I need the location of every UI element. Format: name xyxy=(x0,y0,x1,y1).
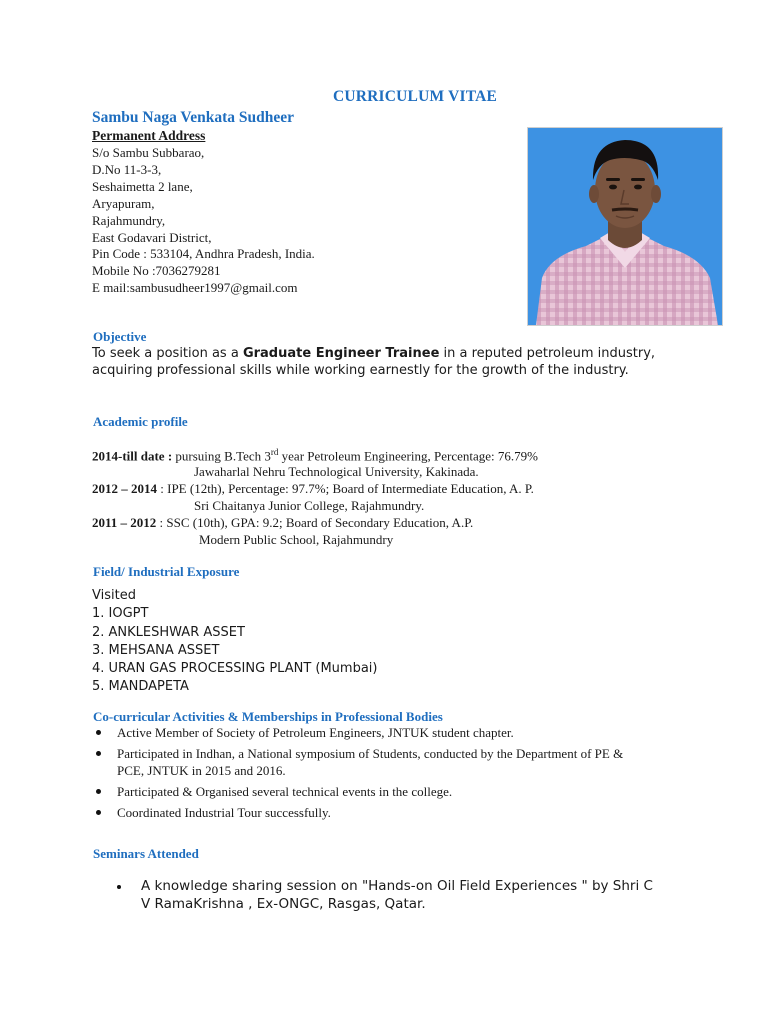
objective-heading: Objective xyxy=(93,329,147,344)
candidate-name: Sambu Naga Venkata Sudheer xyxy=(92,109,294,126)
list-item xyxy=(92,724,652,741)
list-item xyxy=(117,878,657,913)
list-item: 5. MANDAPETA xyxy=(92,679,189,695)
objective-text-end: in a reputed petroleum industry, acquiring professional skills while working earnestly for the growth of the industry. xyxy=(92,346,656,379)
address-line: Pin Code : 533104, Andhra Pradesh, India. xyxy=(92,246,315,262)
list-item xyxy=(92,783,652,800)
email-line: E mail:sambusudheer1997@gmail.com xyxy=(92,280,298,296)
mobile-line: Mobile No :7036279281 xyxy=(92,263,221,279)
activity-text: Participated & Organised several technical events in the college. xyxy=(117,784,453,799)
academic-entry xyxy=(92,515,473,531)
seminars-heading: Seminars Attended xyxy=(93,846,199,861)
activity-text: Coordinated Industrial Tour successfully. xyxy=(117,805,331,820)
list-item xyxy=(92,804,652,821)
document-title: CURRICULUM VITAE xyxy=(332,88,498,105)
list-item xyxy=(92,745,652,779)
bullet-icon xyxy=(96,751,101,756)
address-line: Aryapuram, xyxy=(92,195,155,211)
academic-institution: Modern Public School, Rajahmundry xyxy=(199,532,394,547)
bullet-icon xyxy=(96,810,101,815)
academic-detail-rest: year Petroleum Engineering, Percentage: 76.79% xyxy=(278,448,538,464)
address-line: Rajahmundry, xyxy=(92,212,166,228)
activity-text: Active Member of Society of Petroleum Engineers, JNTUK student chapter. xyxy=(117,725,514,740)
list-item: 2. ANKLESHWAR ASSET xyxy=(92,624,245,640)
address-line: D.No 11-3-3, xyxy=(92,161,162,177)
academic-institution: Sri Chaitanya Junior College, Rajahmundry. xyxy=(194,498,425,513)
academic-detail: : IPE (12th), Percentage: 97.7%; Board of Intermediate Education, A. P. xyxy=(157,481,534,496)
academic-superscript: rd xyxy=(270,447,279,457)
list-item: 3. MEHSANA ASSET xyxy=(92,642,220,658)
objective-text xyxy=(92,345,672,379)
field-intro: Visited xyxy=(92,588,136,603)
list-item: 1. IOGPT xyxy=(92,606,149,622)
seminar-text: A knowledge sharing session on "Hands-on Oil Field Experiences " by Shri C V RamaKrishna , Ex-ONGC, Rasgas, Qatar. xyxy=(141,878,653,912)
address-heading: Permanent Address xyxy=(92,128,206,143)
academic-period: 2011 – 2012 xyxy=(92,515,157,530)
academic-period: 2014-till date : xyxy=(92,448,173,464)
address-block xyxy=(92,145,315,297)
academic-institution: Jawaharlal Nehru Technological University, Kakinada. xyxy=(194,464,479,479)
address-line: East Godavari District, xyxy=(92,229,212,245)
field-list xyxy=(92,587,378,697)
academic-entry xyxy=(92,481,534,497)
activities-heading: Co-curricular Activities & Memberships in Professional Bodies xyxy=(93,709,443,724)
profile-photo xyxy=(527,127,723,326)
academic-detail: : SSC (10th), GPA: 9.2; Board of Secondary Education, A.P. xyxy=(156,515,474,530)
activity-text: Participated in Indhan, a National symposium of Students, conducted by the Department of PE & PCE, JNTUK in 2015 and 2016. xyxy=(117,746,624,778)
bullet-icon xyxy=(117,885,121,889)
activities-list xyxy=(92,724,652,825)
address-line: S/o Sambu Subbarao, xyxy=(92,145,205,160)
objective-position: Graduate Engineer Trainee xyxy=(242,346,440,361)
address-line: Seshaimetta 2 lane, xyxy=(92,178,193,194)
list-item: 4. URAN GAS PROCESSING PLANT (Mumbai) xyxy=(92,661,378,677)
academic-heading: Academic profile xyxy=(93,414,188,429)
academic-detail: pursuing B.Tech 3 xyxy=(172,448,271,464)
academic-period: 2012 – 2014 xyxy=(92,481,157,496)
academic-entry xyxy=(92,447,538,464)
bullet-icon xyxy=(96,789,101,794)
field-heading: Field/ Industrial Exposure xyxy=(93,564,240,579)
objective-text-start: To seek a position as a xyxy=(92,346,243,361)
bullet-icon xyxy=(96,730,101,735)
